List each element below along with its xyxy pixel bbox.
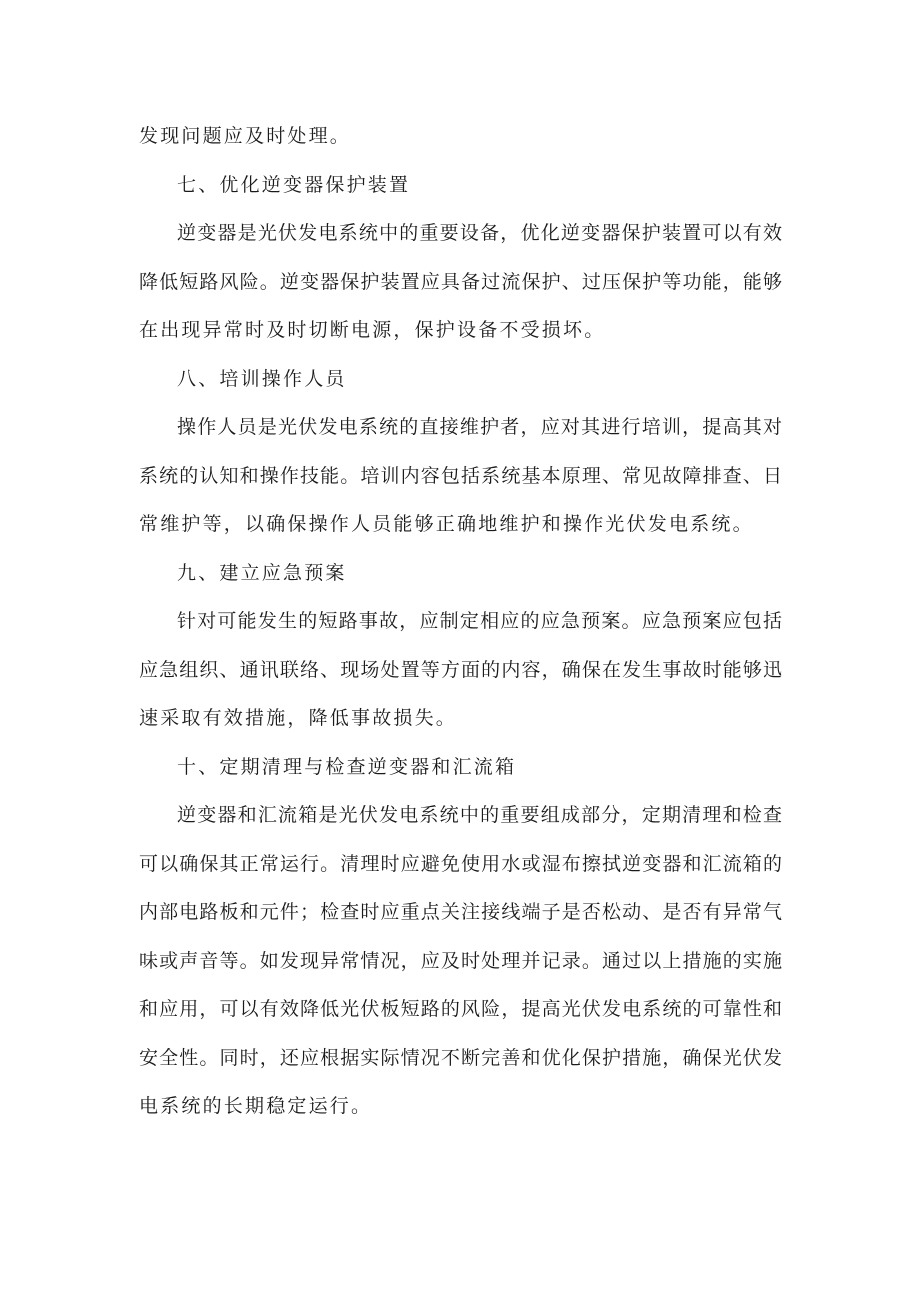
paragraph-line: 电系统的长期稳定运行。	[139, 1095, 373, 1117]
paragraph-line: 逆变器是光伏发电系统中的重要设备，优化逆变器保护装置可以有效	[177, 222, 782, 244]
section-heading-9: 九、建立应急预案	[177, 561, 347, 584]
paragraph-line: 和应用，可以有效降低光伏板短路的风险，提高光伏发电系统的可靠性和	[139, 998, 782, 1020]
paragraph-line: 可以确保其正常运行。清理时应避免使用水或湿布擦拭逆变器和汇流箱的	[139, 852, 782, 875]
paragraph-line: 系统的认知和操作技能。培训内容包括系统基本原理、常见故障排查、日	[139, 464, 782, 487]
document-body	[139, 112, 782, 1131]
paragraph-line: 逆变器和汇流箱是光伏发电系统中的重要组成部分，定期清理和检查	[177, 804, 782, 826]
paragraph-line: 发现问题应及时处理。	[139, 125, 352, 147]
paragraph-line: 速采取有效措施，降低事故损失。	[139, 707, 458, 729]
paragraph-line: 味或声音等。如发现异常情况，应及时处理并记录。通过以上措施的实施	[139, 949, 782, 972]
section-heading-7: 七、优化逆变器保护装置	[177, 173, 411, 196]
section-heading-10: 十、定期清理与检查逆变器和汇流箱	[177, 755, 517, 778]
paragraph-line: 常维护等，以确保操作人员能够正确地维护和操作光伏发电系统。	[139, 513, 754, 535]
paragraph-line: 应急组织、通讯联络、现场处置等方面的内容，确保在发生事故时能够迅	[139, 658, 782, 681]
paragraph-line: 针对可能发生的短路事故，应制定相应的应急预案。应急预案应包括	[177, 610, 782, 632]
paragraph-line: 安全性。同时，还应根据实际情况不断完善和优化保护措施，确保光伏发	[139, 1046, 782, 1069]
section-heading-8: 八、培训操作人员	[177, 367, 347, 390]
paragraph-line: 操作人员是光伏发电系统的直接维护者，应对其进行培训，提高其对	[177, 416, 782, 438]
paragraph-line: 在出现异常时及时切断电源，保护设备不受损坏。	[139, 319, 606, 341]
paragraph-line: 降低短路风险。逆变器保护装置应具备过流保护、过压保护等功能，能够	[139, 270, 782, 293]
paragraph-line: 内部电路板和元件；检查时应重点关注接线端子是否松动、是否有异常气	[139, 901, 782, 923]
